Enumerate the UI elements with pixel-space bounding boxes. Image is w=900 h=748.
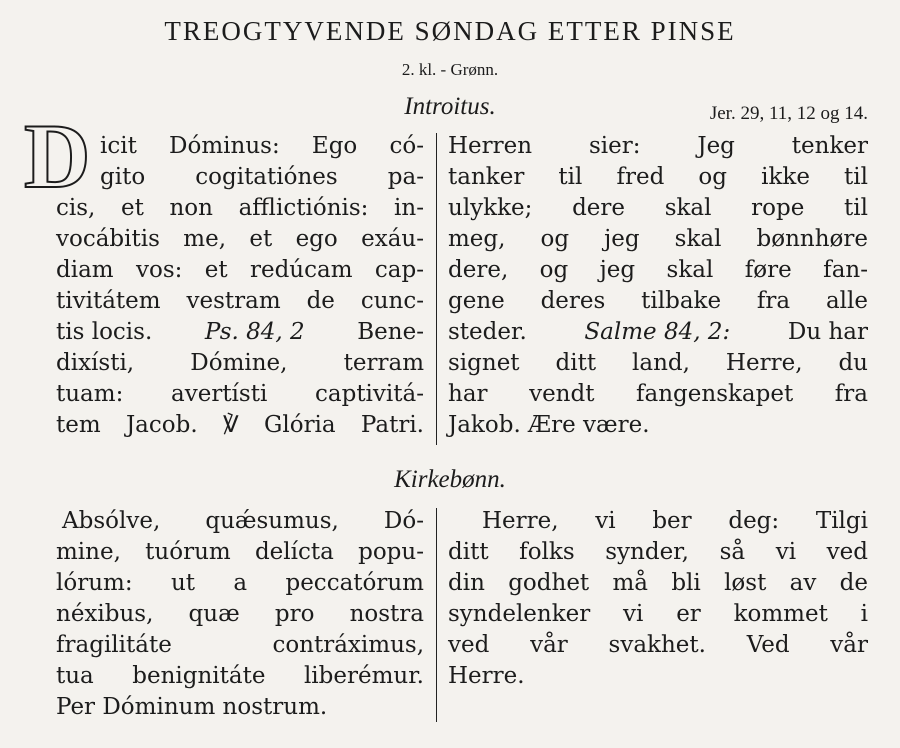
introitus-latin-text: [56, 131, 424, 441]
text-line: gene deres tilbake fra alle: [448, 288, 868, 314]
psalm-reference: Salme 84, 2:: [584, 319, 731, 345]
text-line: tivitátem vestram de cunc-: [56, 288, 424, 314]
text-line: Herre, vi ber deg: Tilgi: [482, 508, 868, 534]
text-line: cis, et non afflictiónis: in-: [56, 195, 424, 221]
scripture-reference: Jer. 29, 11, 12 og 14.: [709, 103, 868, 124]
text-line: din godhet må bli løst av de: [448, 570, 868, 596]
kirkebonn-heading: Kirkebønn.: [394, 466, 506, 493]
introitus-heading: Introitus.: [404, 93, 496, 120]
drop-cap: D: [24, 105, 91, 207]
kirkebonn-latin-text: [56, 506, 424, 723]
text-line: Absólve, quǽsumus, Dó-: [62, 508, 424, 534]
column-divider: [436, 133, 437, 445]
text-line: tuam: avertísti captivitá-: [56, 381, 424, 407]
text-line: Jakob. Ære være.: [448, 412, 650, 438]
text-line: signet ditt land, Herre, du: [448, 350, 868, 376]
text-line: icit Dóminus: Ego có-: [100, 133, 424, 159]
text-line: diam vos: et redúcam cap-: [56, 257, 424, 283]
text-line: meg, og jeg skal bønnhøre: [448, 226, 868, 252]
text-line: dixísti, Dómine, terram: [56, 350, 424, 376]
text-line: Herre.: [448, 663, 525, 689]
text-line: ditt folks synder, så vi ved: [448, 539, 868, 565]
text-line: néxibus, quæ pro nostra: [56, 601, 424, 627]
text-line: ulykke; dere skal rope til: [448, 195, 868, 221]
text-fragment: steder.: [448, 319, 527, 345]
text-line: [448, 317, 868, 348]
text-line: gito cogitatiónes pa-: [100, 164, 424, 190]
page-subtitle: 2. kl. - Grønn.: [401, 60, 499, 79]
text-line: dere, og jeg skal føre fan-: [448, 257, 868, 283]
text-line: mine, tuórum delícta popu-: [56, 539, 424, 565]
text-line: [56, 317, 424, 348]
psalm-reference: Ps. 84, 2: [204, 319, 305, 345]
text-fragment: Du har: [787, 319, 868, 345]
text-line: tanker til fred og ikke til: [448, 164, 868, 190]
text-line: tua benignitáte liberémur.: [56, 663, 424, 689]
text-line: Per Dóminum nostrum.: [56, 694, 328, 720]
text-line: fragilitáte contráximus,: [56, 632, 424, 658]
text-line: Herren sier: Jeg tenker: [448, 133, 868, 159]
text-line: syndelenker vi er kommet i: [448, 601, 868, 627]
text-line: vocábitis me, et ego exáu-: [56, 226, 424, 252]
introitus-norwegian-text: [448, 131, 868, 441]
text-line: lórum: ut a peccatórum: [56, 570, 424, 596]
text-fragment: Bene-: [357, 319, 424, 345]
text-line: tem Jacob. ℣ Glória Patri.: [56, 412, 424, 438]
text-line: ved vår svakhet. Ved vår: [448, 632, 868, 658]
kirkebonn-norwegian-text: [448, 506, 868, 692]
column-divider: [436, 508, 437, 722]
page-title: TREOGTYVENDE SØNDAG ETTER PINSE: [164, 16, 736, 46]
text-fragment: tis locis.: [56, 319, 153, 345]
text-line: har vendt fangenskapet fra: [448, 381, 868, 407]
